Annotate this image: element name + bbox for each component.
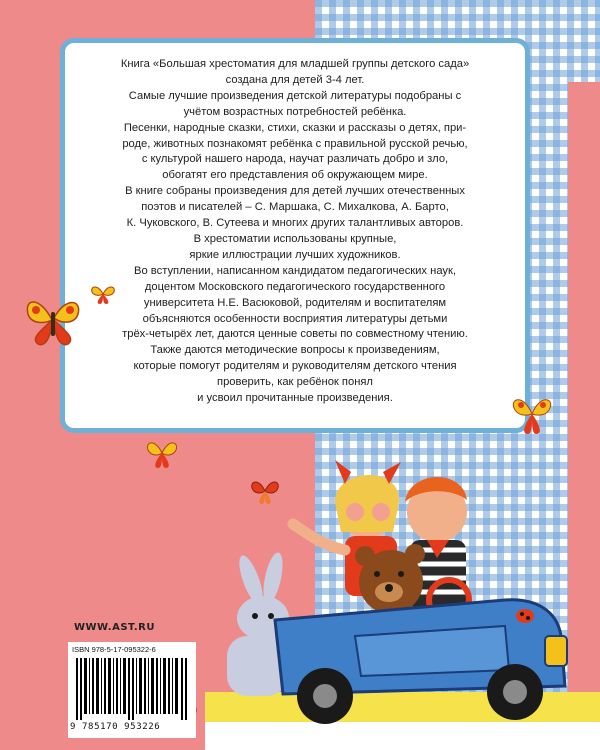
butterfly-icon bbox=[145, 436, 179, 470]
barcode-digits: 9 785170 953226 bbox=[70, 722, 161, 732]
barcode-icon bbox=[76, 658, 188, 720]
description-line: создана для детей 3-4 лет. bbox=[225, 73, 365, 86]
description-line: Во вступлении, написанном кандидатом педагогических наук, bbox=[133, 264, 457, 277]
description-line: Также даются методические вопросы к произведениям, bbox=[150, 344, 440, 357]
description-line: учётом возрастных потребностей ребёнка. bbox=[183, 105, 407, 118]
butterfly-icon bbox=[22, 292, 84, 348]
description-line: К. Чуковского, В. Сутеева и многих других талантливых авторов. bbox=[126, 217, 464, 230]
description-line: обогатят его представления об окружающем мире. bbox=[162, 169, 428, 182]
description-line: В книге собраны произведения для детей лучших отечественных bbox=[125, 185, 465, 198]
isbn-number: ISBN 978-5-17-095322-6 bbox=[72, 645, 156, 654]
description-line: с культурой нашего народа, научат различать добро и зло, bbox=[141, 153, 449, 166]
description-line: университета Н.Е. Васюковой, родителям и воспитателям bbox=[143, 296, 447, 309]
description-line: и усвоил прочитанные произведения. bbox=[197, 392, 393, 405]
description-line: роде, животных познакомят ребёнка с правильной русской речью, bbox=[122, 137, 468, 150]
description-line: Самые лучшие произведения детской литературы подобраны с bbox=[128, 89, 462, 102]
barcode-label bbox=[68, 642, 196, 738]
children-in-car-illustration bbox=[205, 440, 600, 750]
description-line: доцентом Московского педагогического государственного bbox=[144, 280, 446, 293]
description-panel bbox=[60, 38, 530, 433]
description-line: которые помогут родителям и руководителям детского чтения bbox=[133, 360, 457, 373]
description-text bbox=[77, 57, 513, 407]
butterfly-icon bbox=[90, 282, 116, 306]
description-line: проверить, как ребёнок понял bbox=[217, 376, 373, 389]
description-line: поэтов и писателей – С. Маршака, С. Михалкова, А. Барто, bbox=[141, 201, 449, 214]
description-line: Песенки, народные сказки, стихи, сказки и рассказы о детях, при- bbox=[123, 121, 467, 134]
description-line: объясняются особенности восприятия литературы детьми bbox=[142, 312, 448, 325]
description-line: В хрестоматии использованы крупные, bbox=[193, 232, 397, 245]
description-line: трёх-четырёх лет, даются ценные советы по совместному чтению. bbox=[122, 328, 468, 341]
butterfly-icon bbox=[510, 392, 554, 436]
publisher-website: WWW.AST.RU bbox=[74, 622, 155, 633]
description-line: яркие иллюстрации лучших художников. bbox=[189, 248, 401, 261]
ladybug-icon bbox=[516, 609, 534, 623]
teddy-bear-icon bbox=[355, 544, 425, 614]
description-line: Книга «Большая хрестоматия для младшей группы детского сада» bbox=[120, 58, 470, 70]
